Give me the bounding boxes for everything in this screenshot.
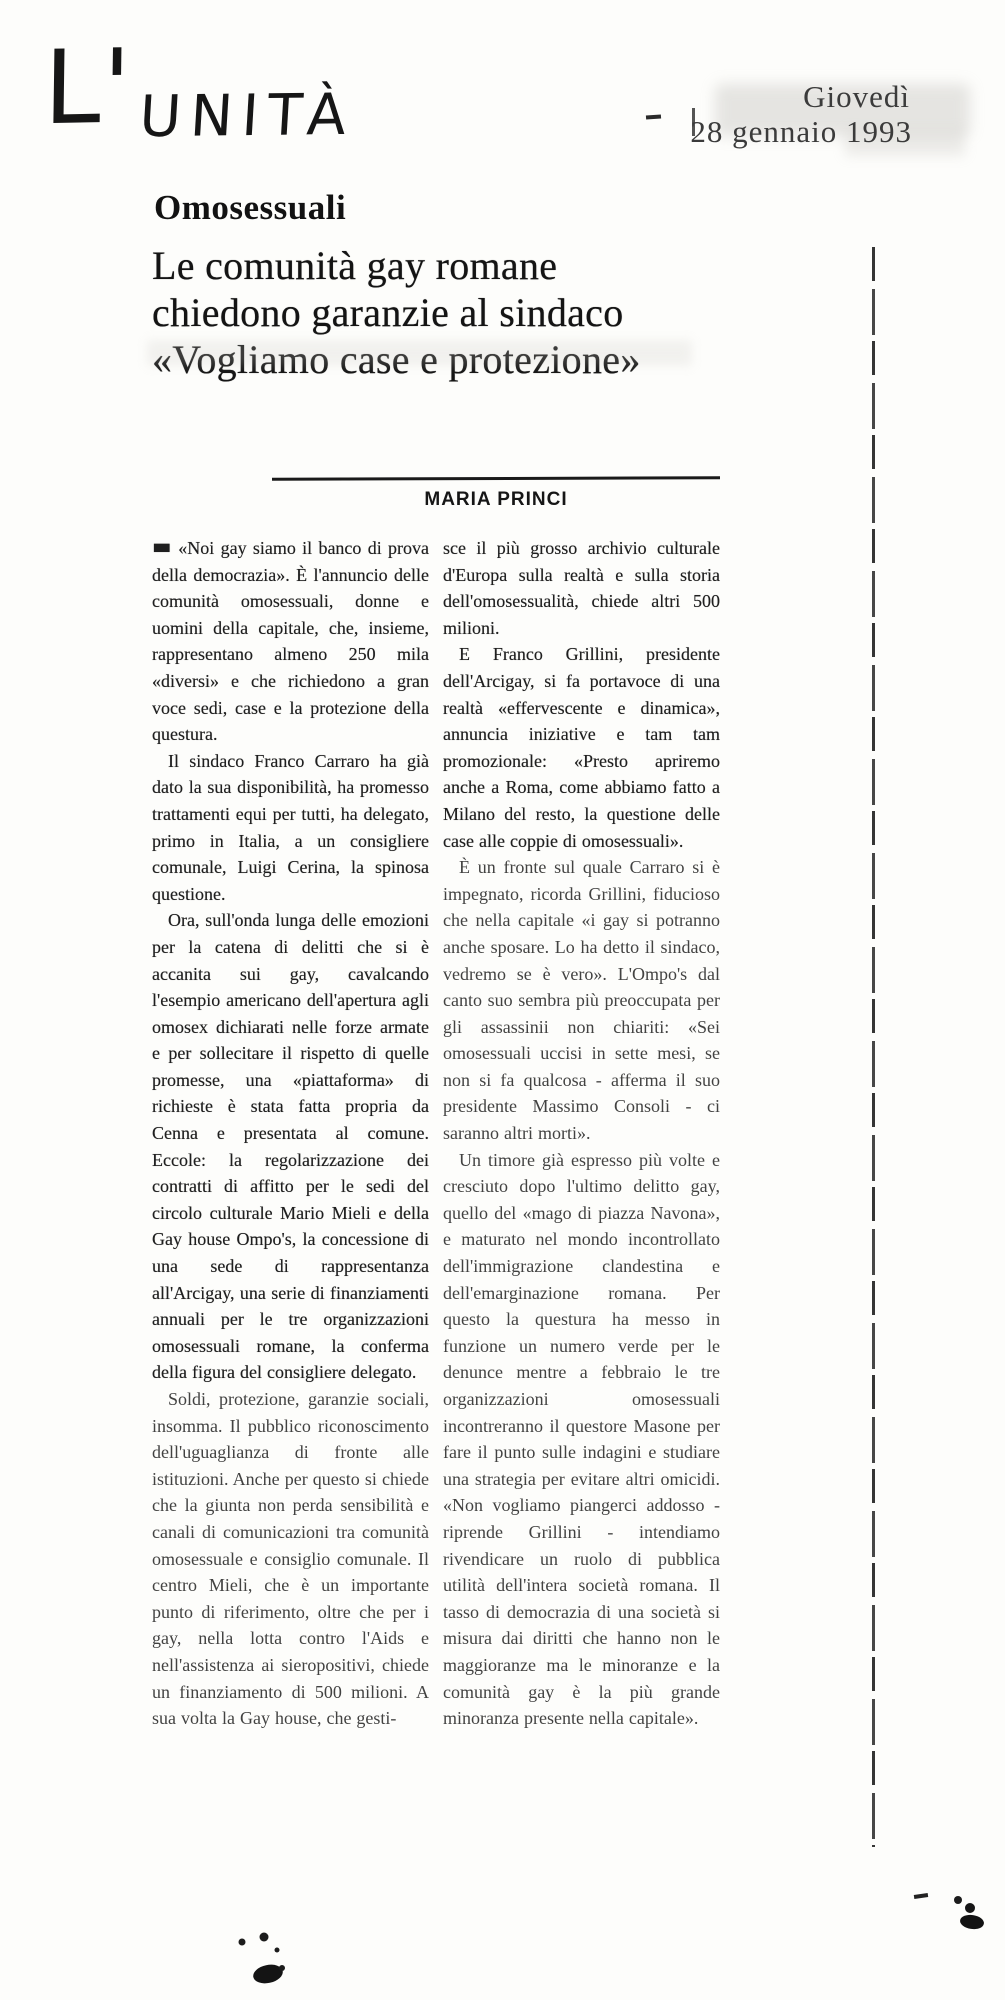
ink-smudge-bottom-left [222,1928,312,1992]
dateline-weekday: Giovedì [803,79,910,114]
byline: MARIA PRINCI [424,489,568,510]
paragraph: sce il più grosso archivio culturale d'Europa sulla realtà e sulla storia dell'omosessualità, chiede altri 500 milioni. [443,538,720,638]
headline-line-2: chiedono garanzie al sindaco [152,290,624,335]
paragraph: Ora, sull'onda lunga delle emozioni per la catena di delitti che si è accanita sui gay, cavalcando l'esempio americano dell'apertura agli omosex dichiarati nelle forze armate e per sollecitare il rispetto di quelle promesse, una «piattaforma» di richieste è stata fatta propria da Cenna e presentata al comune. Eccole: la regolarizzazione dei contratti di affitto per le sedi del circolo culturale Mario Mieli e della Gay house Ompo's, la concessione di una sede di rappresentanza all'Arcigay, una serie di finanziamenti annuali per le tre organizzazioni omosessuali romane, la conferma della figura del consigliere delegato. [152,910,429,1383]
dateline-date: 28 gennaio 1993 [690,114,912,149]
column-left [152,535,429,1732]
ink-smudge-bottom-right [900,1870,1000,1940]
paragraph-text: «Noi gay siamo il banco di prova della democrazia». È l'annuncio delle comunità omosessuali, donne e uomini della capitale, che, insieme, rappresentano almeno 250 mila «diversi» e che richiedono a gran voce sedi, case e la protezione della questura. [152,538,429,745]
article [152,188,730,1732]
clipping-edge-rule [872,247,875,1847]
article-columns [152,535,730,1732]
paragraph-lead [152,535,429,748]
paragraph: Soldi, protezione, garanzie sociali, insomma. Il pubblico riconoscimento dell'uguaglianza di fronte alle istituzioni. Anche per questo si chiede che la giunta non perda sensibilità e canali di comunicazioni tra comunità omosessuale e consiglio comunale. Il centro Mieli, che è un importante punto di riferimento, oltre che per i gay, nella lotta contro l'Aids e nell'assistenza ai sieropositivi, chiede un finanziamento di 500 milioni. A sua volta la Gay house, che gesti- [152,1389,429,1729]
paragraph: È un fronte sul quale Carraro si è impegnato, ricorda Grillini, fiducioso che nella capitale «i gay si potranno anche sposare. Lo ha detto il sindaco, vedremo se è vero». L'Ompo's dal canto suo sembra più preoccupata per gli assassinii non chiariti: «Sei omosessuali uccisi in sette mesi, se non si fa qualcosa - afferma il suo presidente Massimo Consoli - ci saranno altri morti». [443,857,720,1144]
paragraph: Il sindaco Franco Carraro ha già dato la sua disponibilità, ha promesso trattamenti equi per tutti, ha delegato, primo in Italia, a un consigliere comunale, Luigi Cerina, la spinosa questione. [152,750,429,904]
dateline [590,80,912,150]
byline-rule [272,476,720,481]
headline-line-1: Le comunità gay romane [152,243,558,288]
scan-smudge-headline [147,340,692,366]
masthead-title: UNITÀ [137,81,357,151]
masthead-prefix: L' [43,27,134,149]
masthead-logo [43,27,357,153]
paragraph: Un timore già espresso più volte e cresciuto dopo l'ultimo delitto gay, quello del «mago di piazza Navona», e maturato nel mondo incontrollato dell'immigrazione clandestina e dell'emarginazione romana. Per questo la questura ha messo in funzione un numero verde per le denunce mentre a febbraio le tre organizzazioni omosessuali incontreranno il questore Masone per fare il punto sulle indagini e studiare una strategia per evitare altri omicidi. «Non vogliamo piangerci addosso - riprende Grillini - intendiamo rivendicare un ruolo di pubblica utilità dell'intera società romana. Il tasso di democrazia di una società si misura dai diritti che hanno non le maggioranze ma le minoranze e la comunità gay è la più grande minoranza presente nella capitale». [443,1149,720,1729]
kicker: Omosessuali [154,188,347,227]
lead-square-marker: ■ [152,538,172,557]
paragraph: E Franco Grillini, presidente dell'Arcigay, si fa portavoce di una realtà «effervescente e dinamica», annuncia iniziative e tam tam promozionale: «Presto apriremo anche a Roma, come abbiamo fatto a Milano del resto, la questione delle case alle coppie di omosessuali». [443,644,720,851]
column-right [443,535,720,1732]
headline-line-3: «Vogliamo case e protezione» [152,337,641,382]
